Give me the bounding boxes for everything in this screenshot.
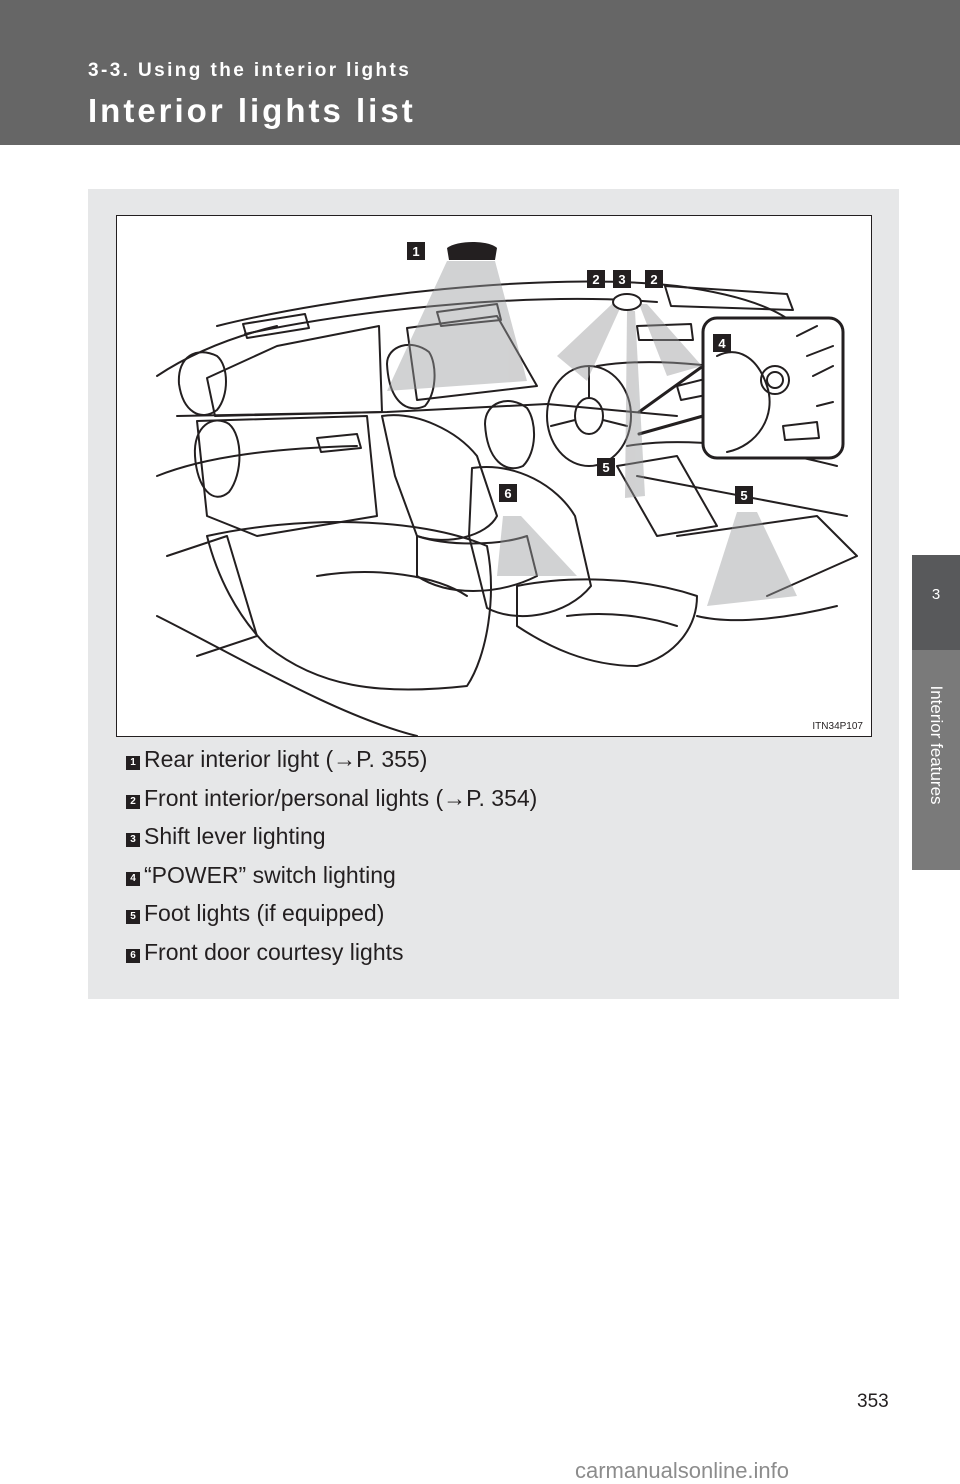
page-title: Interior lights list <box>88 92 416 129</box>
legend-text: Rear interior light (→P. 355) <box>144 746 428 772</box>
section-label: 3-3. Using the interior lights <box>88 60 412 81</box>
callout-5b-label: 5 <box>740 488 748 503</box>
page-header <box>0 0 960 145</box>
legend-number-badge: 2 <box>126 795 140 809</box>
page-number: 353 <box>857 1391 889 1412</box>
chapter-tab-label: Interior features <box>927 685 946 805</box>
figure-code: ITN34P107 <box>812 721 863 732</box>
legend-number-badge: 4 <box>126 872 140 886</box>
car-interior-drawing <box>117 216 872 737</box>
interior-illustration <box>116 215 872 737</box>
callout-1-label: 1 <box>412 244 420 259</box>
legend-text: Foot lights (if equipped) <box>144 900 385 926</box>
legend-text: “POWER” switch lighting <box>144 862 396 888</box>
legend-number-badge: 5 <box>126 910 140 924</box>
callout-2b-label: 2 <box>650 272 658 287</box>
chapter-tab-number: 3 <box>931 586 941 603</box>
legend-text: Front interior/personal lights (→P. 354) <box>144 785 538 811</box>
legend-number-badge: 1 <box>126 756 140 770</box>
legend-text: Shift lever lighting <box>144 823 326 849</box>
legend-number-badge: 3 <box>126 833 140 847</box>
watermark-link[interactable]: carmanualsonline.info <box>575 1458 790 1483</box>
callout-5a-label: 5 <box>602 460 610 475</box>
legend-number-badge: 6 <box>126 949 140 963</box>
callout-3-label: 3 <box>618 272 626 287</box>
legend-text: Front door courtesy lights <box>144 939 404 965</box>
callout-2a-label: 2 <box>592 272 600 287</box>
callout-6-label: 6 <box>504 486 512 501</box>
callout-4-label: 4 <box>718 336 726 351</box>
